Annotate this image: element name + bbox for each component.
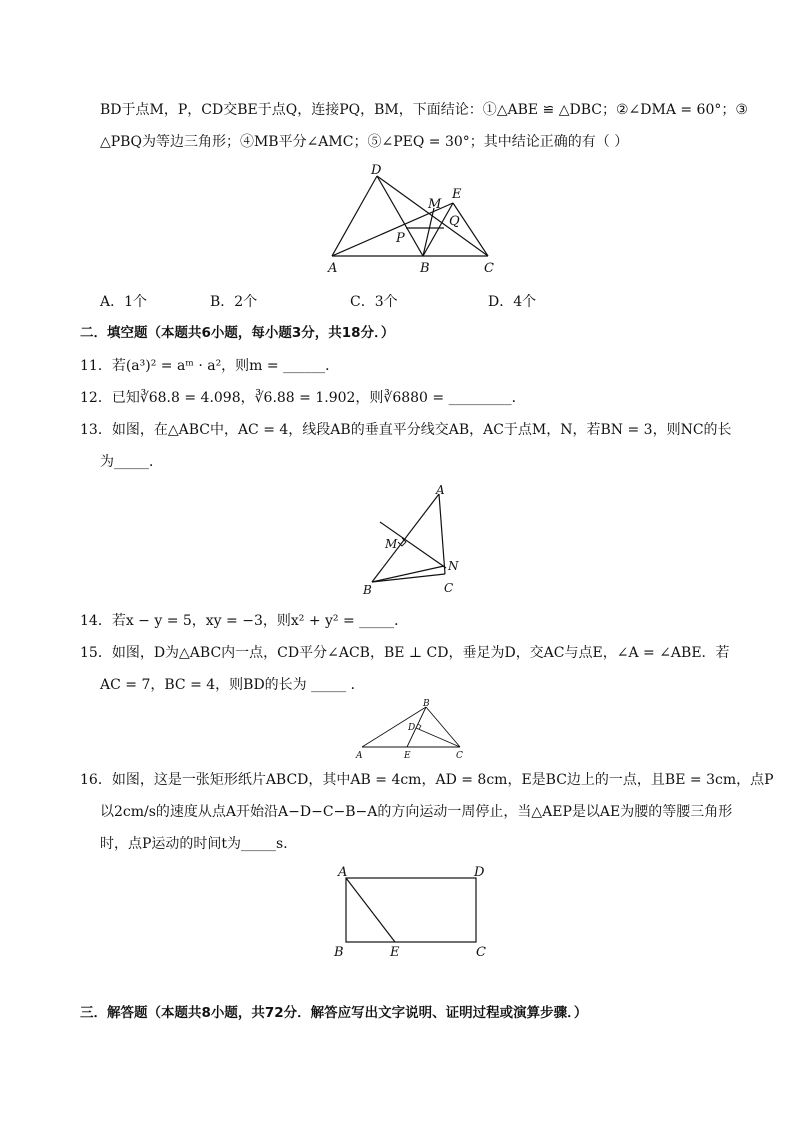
q15-label-B: B	[423, 699, 430, 709]
q10-option-d: D．4个	[488, 294, 537, 310]
q13-label-B: B	[363, 583, 372, 597]
q10-line-2: △PBQ为等边三角形；④MB平分∠AMC；⑤∠PEQ = 30°；其中结论正确的有（ ）	[100, 134, 629, 150]
q15-figure	[350, 697, 470, 761]
q16-line-1: 16．如图，这是一张矩形纸片ABCD，其中AB = 4cm，AD = 8cm，E是BC边上的一点，且BE = 3cm，点P	[80, 772, 774, 788]
q10-option-a: A．1个	[100, 294, 148, 310]
q10-label-A: A	[328, 261, 338, 276]
section-2-heading: 二．填空题（本题共6小题，每小题3分，共18分．）	[80, 325, 395, 341]
q16-line-2: 以2cm/s的速度从点A开始沿A−D−C−B−A的方向运动一周停止，当△AEP是以AE为腰的等腰三角形	[100, 804, 733, 820]
q12: 12．已知∛68.8 = 4.098，∛6.88 = 1.902，则∛6880 = _________．	[80, 390, 526, 406]
q13-line-1: 13．如图，在△ABC中，AC = 4，线段AB的垂直平分线交AB，AC于点M，N，若BN = 3，则NC的长	[80, 422, 732, 438]
q16-label-E: E	[390, 945, 400, 960]
q15-label-C: C	[456, 751, 463, 761]
section-3-heading: 三．解答题（本题共8小题，共72分．解答应写出文字说明、证明过程或演算步骤．）	[80, 1005, 588, 1021]
q16-label-B: B	[334, 945, 344, 960]
q15-label-A: A	[356, 751, 363, 761]
q10-line-1: BD于点M，P，CD交BE于点Q，连接PQ，BM，下面结论：①△ABE ≌ △DBC；②∠DMA = 60°；③	[100, 102, 748, 118]
q16-figure	[330, 860, 500, 960]
q15-line-2: AC = 7，BC = 4，则BD的长为 _____ ．	[100, 677, 365, 693]
q16-label-C: C	[476, 945, 486, 960]
q16-line-3: 时，点P运动的时间t为_____s．	[100, 836, 298, 852]
q10-label-M: M	[428, 197, 442, 212]
q13-label-C: C	[444, 581, 454, 595]
q10-label-Q: Q	[449, 214, 460, 229]
q10-option-c: C．3个	[350, 294, 398, 310]
q10-option-b: B．2个	[210, 294, 258, 310]
q10-label-C: C	[484, 261, 494, 276]
q16-label-A: A	[338, 865, 348, 880]
q16-label-D: D	[474, 865, 485, 880]
q10-label-E: E	[452, 187, 462, 202]
q11: 11．若(a³)² = aᵐ · a²，则m = ______．	[80, 358, 340, 374]
q10-label-D: D	[371, 163, 382, 178]
q13-line-2: 为_____．	[100, 454, 163, 470]
q15-label-D: D	[408, 723, 416, 733]
q13-label-A: A	[436, 483, 445, 497]
q10-figure	[320, 160, 510, 280]
q15-label-E: E	[404, 751, 411, 761]
q13-figure	[360, 482, 470, 598]
q13-label-M: M	[385, 537, 398, 551]
q14: 14．若x − y = 5，xy = −3，则x² + y² = _____．	[80, 613, 409, 629]
q10-label-B: B	[420, 261, 430, 276]
q10-label-P: P	[396, 231, 405, 246]
q13-label-N: N	[448, 559, 459, 573]
q15-line-1: 15．如图，D为△ABC内一点，CD平分∠ACB，BE ⊥ CD，垂足为D，交AC与点E，∠A = ∠ABE．若	[80, 645, 730, 661]
